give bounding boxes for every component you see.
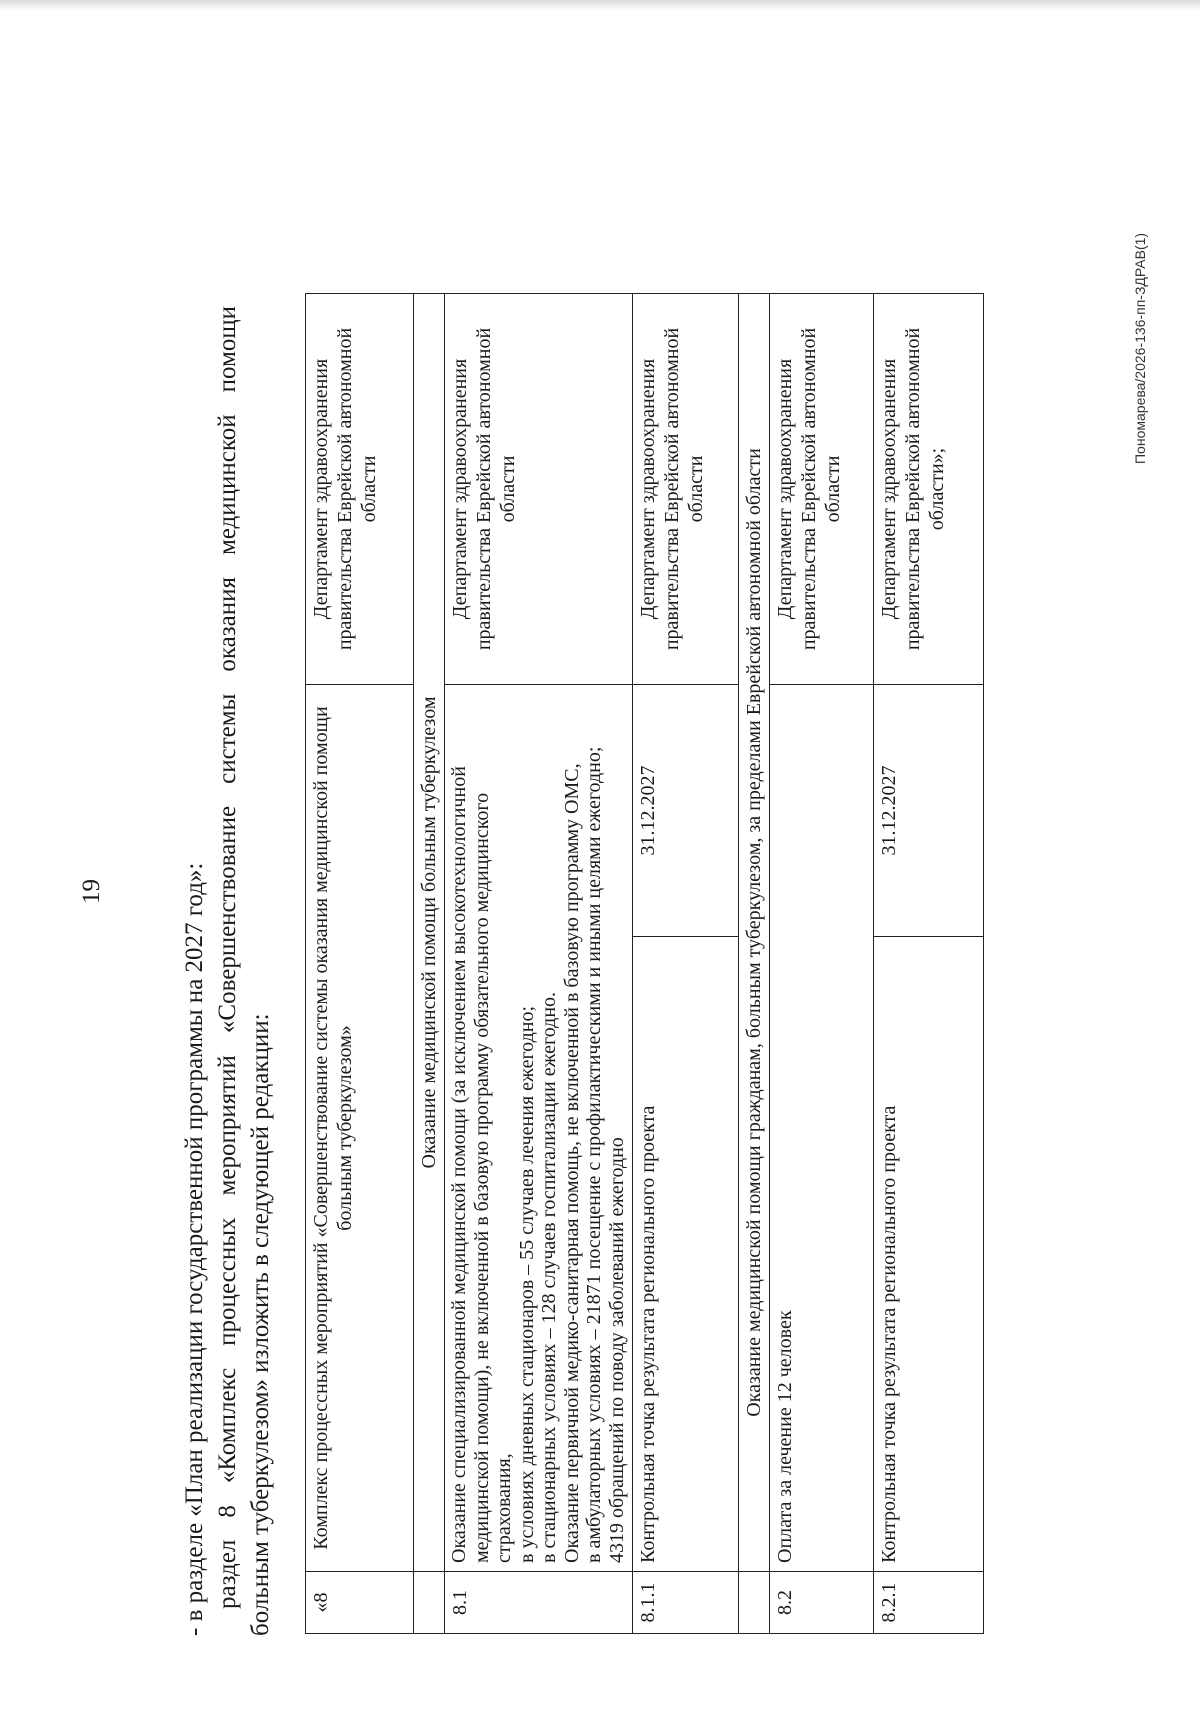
cell-responsible: Департамент здравоохранения правительства Еврейской автономной области bbox=[770, 293, 874, 684]
intro-line-2: раздел 8 «Комплекс процессных мероприятий «Совершенствование системы оказания медицинской помощи bbox=[214, 306, 241, 1609]
cell-text: Контрольная точка результата регионального проекта bbox=[633, 937, 739, 1572]
text-line: 4319 обращений по поводу заболеваний ежегодно bbox=[605, 1137, 628, 1563]
cell-date: 31.12.2027 bbox=[633, 684, 739, 936]
intro-line-1: - в разделе «План реализации государственной программы на 2027 год»: bbox=[181, 862, 208, 1636]
intro-line-3: больным туберкулезом» изложить в следующей редакции: bbox=[247, 1013, 274, 1636]
cell-text: Оплата за лечение 12 человек bbox=[770, 684, 874, 1571]
cell-num: 8.2 bbox=[770, 1572, 874, 1634]
page-number: 19 bbox=[78, 879, 105, 904]
cell-num: 8.2.1 bbox=[874, 1572, 984, 1634]
table-row-8-1 bbox=[445, 293, 633, 1633]
cell-text: Контрольная точка результата регионального проекта bbox=[874, 937, 984, 1572]
cell-responsible: Департамент здравоохранения правительства Еврейской автономной области bbox=[306, 293, 414, 684]
cell-date: 31.12.2027 bbox=[874, 684, 984, 936]
cell-responsible: Департамент здравоохранения правительства Еврейской автономной области bbox=[633, 293, 739, 684]
cell-empty bbox=[414, 1572, 445, 1634]
table-row-8-1-1 bbox=[633, 293, 739, 1633]
cell-text bbox=[445, 684, 633, 1571]
table-row-8 bbox=[306, 293, 414, 1633]
table-row-8-2 bbox=[770, 293, 874, 1633]
section-title-1: Оказание медицинской помощи больным туберкулезом bbox=[414, 293, 445, 1571]
cell-responsible: Департамент здравоохранения правительства Еврейской автономной области»; bbox=[874, 293, 984, 684]
text-line: в амбулаторных условиях – 21871 посещение с профилактическими и иными целями ежегодно; bbox=[583, 746, 605, 1563]
cell-num: 8.1 bbox=[445, 1572, 633, 1634]
text-line: Оказание специализированной медицинской помощи (за исключением высокотехнологичной bbox=[448, 766, 470, 1563]
section-row-2 bbox=[739, 293, 770, 1633]
text-line: в условиях дневных стационаров – 55 случаев лечения ежегодно; bbox=[515, 1005, 538, 1563]
cell-text: Комплекс процессных мероприятий «Совершенствование системы оказания медицинской помощи больным туберкулезом» bbox=[306, 684, 414, 1571]
plan-table bbox=[305, 293, 984, 1634]
intro-paragraph bbox=[178, 306, 277, 1636]
text-line: в стационарных условиях – 128 случаев госпитализации ежегодно. bbox=[538, 991, 560, 1563]
cell-responsible: Департамент здравоохранения правительства Еврейской автономной области bbox=[445, 293, 633, 684]
text-line: Оказание первичной медико-санитарная помощь, не включенной в базовую программу ОМС, bbox=[560, 763, 583, 1563]
cell-num: «8 bbox=[306, 1572, 414, 1634]
table-row-8-2-1 bbox=[874, 293, 984, 1633]
cell-num: 8.1.1 bbox=[633, 1572, 739, 1634]
section-title-2: Оказание медицинской помощи гражданам, больным туберкулезом, за пределами Еврейской автономной области bbox=[739, 293, 770, 1571]
document-code: Пономарева/2026-136-пп-ЗДРАВ(1) bbox=[1132, 232, 1148, 464]
cell-empty bbox=[739, 1572, 770, 1634]
text-line: медицинской помощи), не включенной в базовую программу обязательного медицинского страхования, bbox=[470, 792, 515, 1563]
section-row-1 bbox=[414, 293, 445, 1633]
